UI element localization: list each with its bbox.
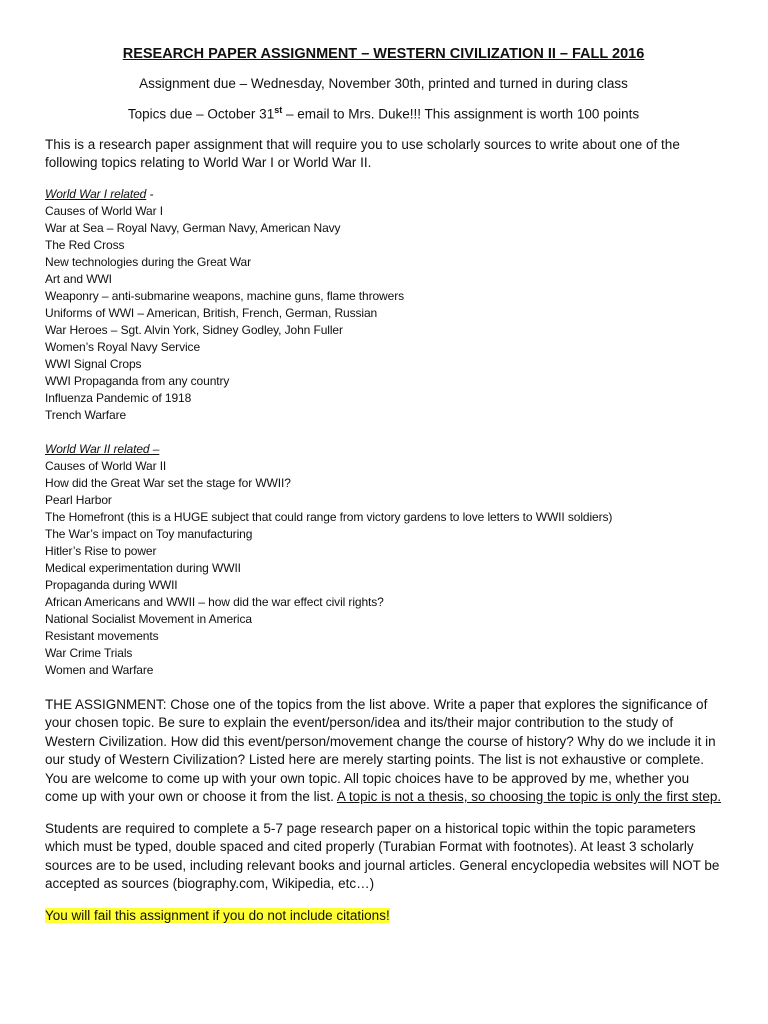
ww1-heading-label: World War I related <box>45 186 147 201</box>
assignment-text: THE ASSIGNMENT: Chose one of the topics from the list above. Write a paper that explores the significance of your chosen topic. Be sure to explain the event/person/idea and its/their major contribution to the study of Western Civilization. How did this event/person/movement change the course of history? Why do we include it in our study of Western Civilization? Listed here are merely starting points. The list is not exhaustive or complete. You are welcome to come up with your own topic. All topic choices have to be approved by me, whether you come up with your own or choose it from the list. <box>45 696 716 804</box>
topic-item: War Crime Trials <box>45 645 133 660</box>
ww1-topic-list <box>45 186 722 424</box>
topic-item: Resistant movements <box>45 628 159 643</box>
topic-item: WWI Propaganda from any country <box>45 373 230 388</box>
warning-paragraph <box>45 907 722 926</box>
topic-item: The Red Cross <box>45 237 125 252</box>
topics-due-line <box>45 105 722 122</box>
assignment-paragraph <box>45 696 722 807</box>
topic-item: Influenza Pandemic of 1918 <box>45 390 192 405</box>
topic-item: Causes of World War II <box>45 458 167 473</box>
topic-item: Women and Warfare <box>45 662 154 677</box>
topic-item: Pearl Harbor <box>45 492 112 507</box>
due-date-line: Assignment due – Wednesday, November 30th, printed and turned in during class <box>139 76 628 91</box>
topic-item: New technologies during the Great War <box>45 254 251 269</box>
topic-item: The War’s impact on Toy manufacturing <box>45 526 253 541</box>
topic-item: War at Sea – Royal Navy, German Navy, American Navy <box>45 220 341 235</box>
topic-item: Hitler’s Rise to power <box>45 543 157 558</box>
ww2-heading <box>45 441 722 458</box>
topic-item: Women’s Royal Navy Service <box>45 339 201 354</box>
ww2-topic-list <box>45 441 722 679</box>
topic-item: WWI Signal Crops <box>45 356 142 371</box>
topic-item: Trench Warfare <box>45 407 127 422</box>
ordinal-suffix: st <box>274 105 283 115</box>
topic-item: Weaponry – anti-submarine weapons, machine guns, flame throwers <box>45 288 404 303</box>
topic-item: How did the Great War set the stage for WWII? <box>45 475 291 490</box>
ww1-heading-suffix: - <box>146 186 154 201</box>
requirements-paragraph: Students are required to complete a 5-7 page research paper on a historical topic within the topic parameters which must be typed, double spaced and cited properly (Turabian Format with footnotes). At least 3 scholarly sources are to be used, including relevant books and journal articles. General encyclopedia websites will NOT be accepted as sources (biography.com, Wikipedia, etc…) <box>45 820 720 891</box>
topic-item: Art and WWI <box>45 271 112 286</box>
topic-item: Uniforms of WWI – American, British, French, German, Russian <box>45 305 378 320</box>
topics-due-rest: – email to Mrs. Duke!!! This assignment is worth 100 points <box>282 106 640 122</box>
topic-item: The Homefront (this is a HUGE subject that could range from victory gardens to love letters to WWII soldiers) <box>45 509 613 524</box>
ww1-items <box>45 203 722 424</box>
topic-item: War Heroes – Sgt. Alvin York, Sidney Godley, John Fuller <box>45 322 343 337</box>
topic-item: African Americans and WWII – how did the war effect civil rights? <box>45 594 384 609</box>
page-title: RESEARCH PAPER ASSIGNMENT – WESTERN CIVILIZATION II – FALL 2016 <box>122 46 645 62</box>
topic-item: Propaganda during WWII <box>45 577 178 592</box>
assignment-underlined-note: A topic is not a thesis, so choosing the topic is only the first step. <box>336 789 722 804</box>
topic-item: Causes of World War I <box>45 203 163 218</box>
ww1-heading <box>45 186 722 203</box>
topics-due-text: Topics due – October 31 <box>127 106 275 122</box>
ww2-heading-label: World War II related – <box>45 441 160 456</box>
intro-paragraph: This is a research paper assignment that will require you to use scholarly sources to write about one of the following topics relating to World War I or World War II. <box>45 136 680 170</box>
citation-warning: You will fail this assignment if you do not include citations! <box>45 907 390 923</box>
topic-item: National Socialist Movement in America <box>45 611 252 626</box>
topic-item: Medical experimentation during WWII <box>45 560 241 575</box>
ww2-items <box>45 458 722 679</box>
